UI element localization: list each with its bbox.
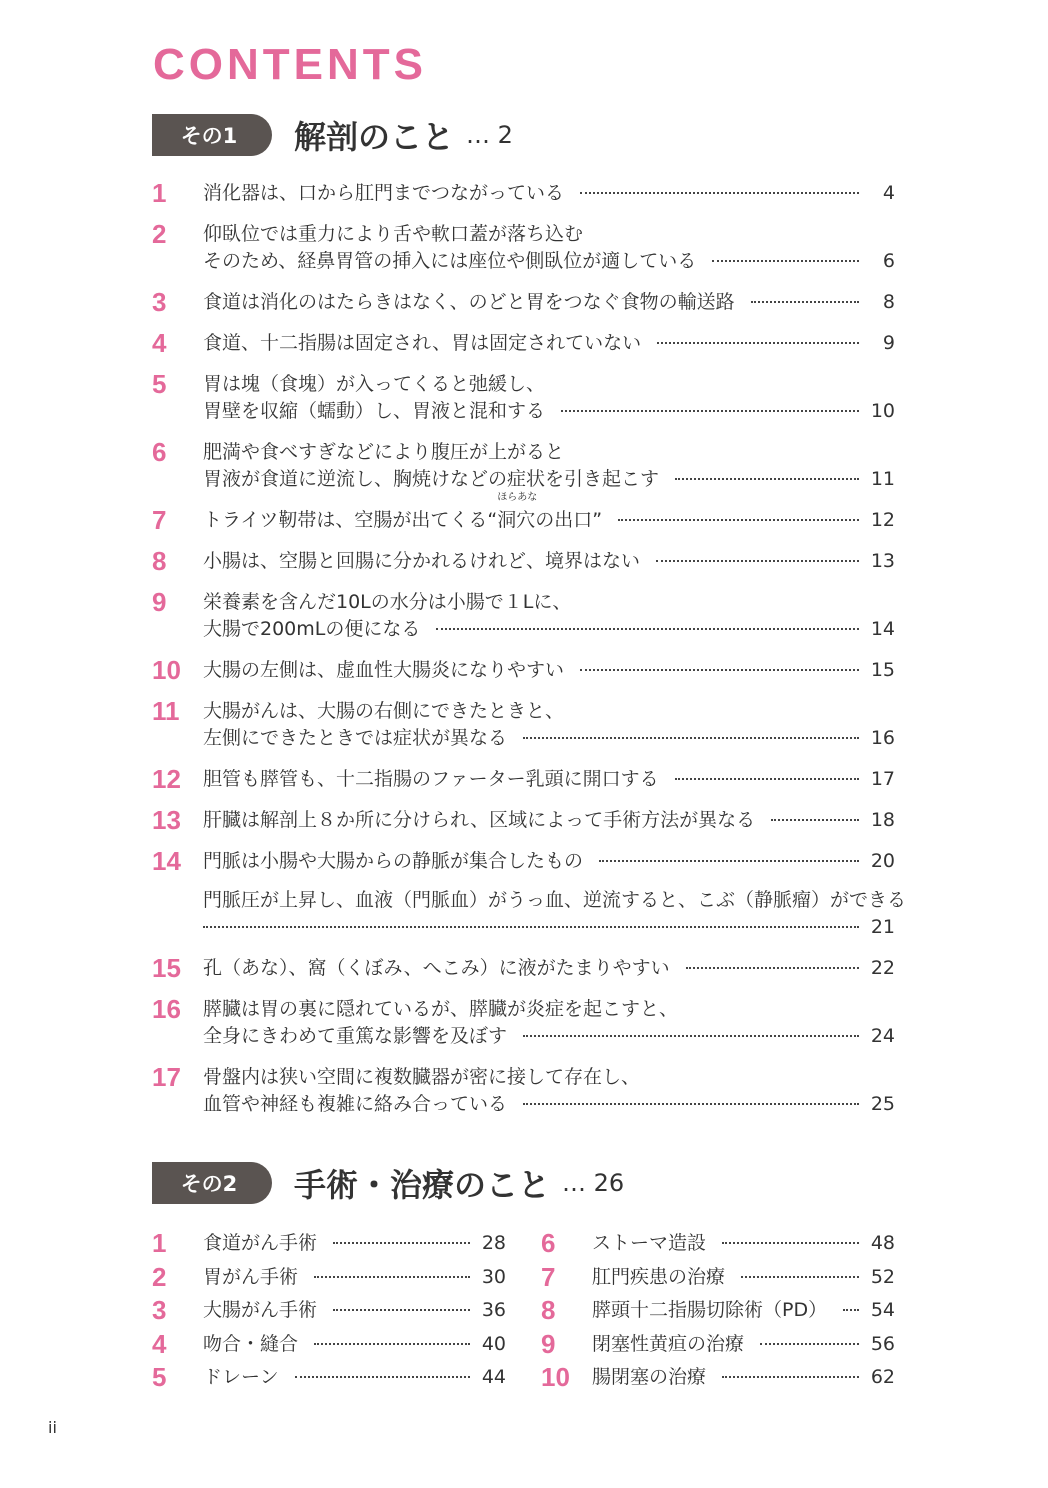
entry-text: ストーマ造設 (592, 1232, 707, 1254)
entry-text: 閉塞性黄疸の治療 (592, 1332, 745, 1355)
entry-line (203, 698, 895, 725)
entry-text: 食道、十二指腸は固定され、胃は固定されていない (203, 332, 642, 354)
entry-text: 大腸がんは、大腸の右側にできたときと、 (203, 700, 565, 722)
leader-dots (675, 478, 859, 480)
entry-body (203, 657, 895, 684)
entry-text: 栄養素を含んだ10Lの水分は小腸で１Lに、 (203, 591, 572, 613)
ruby-reading: ほらあな (497, 492, 538, 503)
entry-number: 3 (152, 287, 167, 317)
entry-last-line (592, 1264, 895, 1291)
entry-text: そのため、経鼻胃管の挿入には座位や側臥位が適している (203, 250, 697, 272)
entry-text: 仰臥位では重力により舌や軟口蓋が落ち込む (203, 223, 584, 245)
entry-text: 骨盤内は狭い空間に複数臓器が密に接して存在し、 (203, 1066, 641, 1088)
entry-last-line (203, 330, 895, 357)
entry-body (203, 1064, 895, 1118)
section-page: … 26 (562, 1169, 625, 1197)
leader-dots (561, 410, 859, 412)
entry-page: 9 (882, 332, 895, 354)
entry-text: 胆管も膵管も、十二指腸のファーター乳頭に開口する (203, 768, 659, 790)
ruby-word: 洞穴 ほらあな (497, 492, 538, 531)
entry-number: 11 (152, 696, 180, 726)
entry-page: 20 (870, 850, 895, 872)
entry-line (203, 1064, 895, 1091)
toc-entry[interactable] (152, 548, 895, 575)
toc-entry[interactable] (541, 1328, 895, 1359)
section-page: … 2 (466, 121, 513, 149)
entry-number: 4 (152, 1328, 167, 1359)
entry-text: 肝臓は解剖上８か所に分けられ、区域によって手術方法が異なる (203, 809, 756, 831)
entry-page: 18 (870, 809, 895, 831)
entry-page: 24 (870, 1025, 895, 1047)
toc-section-2-right (541, 1230, 895, 1398)
leader-dots (771, 819, 859, 821)
entry-body (203, 221, 895, 275)
section-title: 解剖のこと (294, 118, 455, 156)
entry-last-line (203, 492, 895, 534)
entry-last-line (203, 548, 895, 575)
entry-last-line (203, 914, 895, 941)
entry-number: 14 (152, 846, 181, 876)
entry-text: ドレーン (203, 1366, 279, 1388)
entry-last-line (203, 657, 895, 684)
toc-entry[interactable] (541, 1261, 895, 1292)
entry-last-line (203, 1364, 506, 1391)
leader-dots (580, 192, 859, 194)
entry-body (203, 548, 895, 575)
entry-body (203, 996, 895, 1050)
entry-body (203, 807, 895, 834)
entry-text: 吻合・縫合 (203, 1332, 299, 1355)
toc-entry[interactable] (152, 766, 895, 793)
entry-page: 12 (870, 509, 895, 531)
leader-dots (686, 967, 859, 969)
leader-dots (722, 1376, 859, 1378)
entry-page: 15 (870, 659, 895, 681)
leader-dots (760, 1343, 859, 1345)
section-tab: その1 (152, 114, 272, 156)
entry-text: 左側にできたときでは症状が異なる (203, 727, 508, 749)
entry-number: 5 (152, 369, 167, 399)
section-title: 手術・治療のこと (294, 1166, 551, 1204)
entry-number: 9 (541, 1328, 556, 1359)
entry-text: 門脈は小腸や大腸からの静脈が集合したもの (203, 850, 584, 872)
entry-text: 孔（あな）、窩（くぼみ、へこみ）に液がたまりやすい (203, 957, 670, 979)
toc-entry[interactable] (541, 1230, 895, 1257)
entry-text: 腸閉塞の治療 (592, 1366, 707, 1388)
toc-entry[interactable] (541, 1297, 895, 1324)
entry-number: 16 (152, 994, 181, 1024)
entry-number: 1 (152, 178, 167, 208)
leader-dots (675, 778, 859, 780)
entry-page: 11 (870, 468, 895, 490)
entry-body (203, 1297, 506, 1324)
entry-body (203, 1364, 506, 1391)
toc-entry[interactable] (152, 371, 895, 425)
entry-text: 膵臓は胃の裏に隠れているが、膵臓が炎症を起こすと、 (203, 998, 679, 1020)
entry-page: 62 (870, 1366, 895, 1388)
entry-body (203, 492, 895, 534)
entry-page: 16 (870, 727, 895, 749)
section-tab: その2 (152, 1162, 272, 1204)
leader-dots (843, 1309, 859, 1311)
entry-page: 36 (481, 1299, 506, 1321)
entry-page: 44 (481, 1366, 506, 1388)
entry-page: 22 (870, 957, 895, 979)
toc-entry[interactable] (152, 698, 895, 752)
entry-body (203, 1230, 506, 1257)
entry-number: 5 (152, 1362, 167, 1392)
toc-entry[interactable] (152, 289, 895, 316)
entry-last-line (592, 1230, 895, 1257)
leader-dots (314, 1343, 470, 1345)
entry-page: 6 (882, 250, 895, 272)
leader-dots (657, 342, 859, 344)
entry-body (203, 766, 895, 793)
entry-last-line (203, 807, 895, 834)
entry-page: 8 (882, 291, 895, 313)
toc-entry[interactable] (152, 955, 895, 982)
entry-last-line (203, 466, 895, 493)
entry-number: 8 (152, 546, 167, 576)
entry-line (203, 996, 895, 1023)
entry-text: 全身にきわめて重篤な影響を及ぼす (203, 1025, 508, 1047)
page-title: CONTENTS (153, 40, 427, 89)
toc-entry[interactable] (152, 887, 907, 941)
leader-dots (314, 1276, 470, 1278)
entry-last-line (203, 848, 895, 875)
toc-section-1 (152, 178, 907, 1118)
leader-dots (333, 1309, 470, 1311)
entry-body (592, 1264, 895, 1291)
entry-number: 2 (152, 1261, 167, 1292)
toc-entry[interactable] (152, 221, 895, 275)
toc-entry[interactable] (152, 996, 895, 1050)
toc-entry[interactable] (152, 848, 895, 875)
entry-last-line (203, 1297, 506, 1324)
toc-entry[interactable] (541, 1364, 895, 1391)
entry-text: 膵頭十二指腸切除術（PD） (592, 1299, 828, 1321)
entry-number: 3 (152, 1295, 167, 1325)
entry-last-line (203, 1264, 506, 1291)
entry-text: 血管や神経も複雑に絡み合っている (203, 1093, 508, 1115)
entry-page: 52 (870, 1265, 895, 1288)
entry-body (203, 698, 895, 752)
entry-body (203, 371, 895, 425)
entry-last-line (592, 1331, 895, 1358)
entry-number: 15 (152, 953, 181, 983)
section-header-2 (152, 1161, 624, 1205)
entry-last-line (203, 248, 895, 275)
entry-number: 7 (152, 505, 167, 535)
entry-body (592, 1364, 895, 1391)
entry-page: 14 (870, 618, 895, 640)
entry-text: 胃壁を収縮（蠕動）し、胃液と混和する (203, 400, 546, 422)
entry-number: 9 (152, 587, 167, 617)
entry-page: 56 (870, 1332, 895, 1355)
leader-dots (523, 1035, 859, 1037)
toc-entry[interactable] (152, 589, 895, 643)
entry-body (203, 330, 895, 357)
entry-body (592, 1331, 895, 1358)
entry-text: 大腸がん手術 (203, 1299, 318, 1321)
entry-number: 1 (152, 1228, 167, 1258)
leader-dots (203, 926, 859, 928)
entry-page: 48 (870, 1232, 895, 1254)
entry-text: 胃液が食道に逆流し、胸焼けなどの症状を引き起こす (203, 468, 660, 490)
entry-number: 4 (152, 328, 167, 358)
entry-page: 21 (870, 916, 895, 938)
leader-dots (523, 737, 859, 739)
toc-entry[interactable] (152, 439, 895, 493)
leader-dots (523, 1103, 859, 1105)
entry-last-line (592, 1297, 895, 1324)
section-header-1 (152, 113, 513, 157)
entry-text: トライツ靭帯は、空腸が出てくる“洞穴 ほらあな の出口” (203, 507, 602, 534)
entry-text: 胃は塊（食塊）が入ってくると弛緩し、 (203, 373, 546, 395)
leader-dots (741, 1276, 859, 1278)
entry-last-line (203, 1230, 506, 1257)
toc-entry[interactable] (152, 1064, 895, 1118)
entry-number: 7 (541, 1261, 556, 1292)
entry-body (592, 1230, 895, 1257)
entry-page: 10 (870, 400, 895, 422)
leader-dots (712, 260, 859, 262)
leader-dots (618, 519, 859, 521)
toc-entry[interactable] (152, 1297, 506, 1324)
entry-last-line (203, 398, 895, 425)
entry-body (203, 955, 895, 982)
entry-line (203, 439, 895, 466)
entry-last-line (203, 766, 895, 793)
toc-entry[interactable] (152, 1328, 506, 1359)
entry-page: 4 (882, 182, 895, 204)
entry-page: 17 (870, 768, 895, 790)
entry-body (203, 1331, 506, 1358)
leader-dots (580, 669, 859, 671)
entry-text: 肥満や食べすぎなどにより腹圧が上がると (203, 441, 565, 463)
entry-page: 40 (481, 1332, 506, 1355)
leader-dots (722, 1242, 859, 1244)
entry-text: 消化器は、口から肛門までつながっている (203, 182, 565, 204)
entry-number: 17 (152, 1062, 181, 1092)
entry-body (203, 439, 895, 493)
entry-text: 食道がん手術 (203, 1232, 318, 1254)
entry-number: 13 (152, 805, 181, 835)
entry-text: 食道は消化のはたらきはなく、のどと胃をつなぐ食物の輸送路 (203, 291, 735, 313)
entry-last-line (203, 1023, 895, 1050)
entry-last-line (592, 1364, 895, 1391)
leader-dots (436, 628, 859, 630)
entry-last-line (203, 289, 895, 316)
entry-body (203, 887, 907, 941)
entry-page: 30 (481, 1265, 506, 1288)
entry-last-line (203, 616, 895, 643)
toc-entry[interactable] (152, 1364, 506, 1391)
entry-last-line (203, 955, 895, 982)
entry-text: 小腸は、空腸と回腸に分かれるけれど、境界はない (203, 550, 641, 572)
entry-body (203, 848, 895, 875)
toc-entry[interactable] (152, 330, 895, 357)
toc-section-2-left (152, 1230, 506, 1398)
entry-body (203, 289, 895, 316)
toc-entry[interactable] (152, 492, 895, 535)
entry-line (203, 589, 895, 616)
entry-text: 肛門疾患の治療 (592, 1265, 726, 1288)
toc-entry[interactable] (152, 1261, 506, 1292)
leader-dots (751, 301, 859, 303)
leader-dots (599, 860, 859, 862)
entry-number: 10 (152, 655, 181, 685)
entry-number: 10 (541, 1362, 570, 1392)
entry-number: 2 (152, 219, 167, 249)
entry-last-line (203, 1331, 506, 1358)
entry-line (203, 221, 895, 248)
entry-last-line (203, 1091, 895, 1118)
toc-entry[interactable] (152, 180, 895, 207)
leader-dots (295, 1376, 470, 1378)
page-number: ii (48, 1418, 57, 1437)
entry-number: 6 (541, 1228, 556, 1258)
entry-line (203, 887, 907, 914)
entry-body (203, 589, 895, 643)
entry-last-line (203, 180, 895, 207)
toc-entry[interactable] (152, 807, 895, 834)
leader-dots (333, 1242, 470, 1244)
leader-dots (656, 560, 859, 562)
entry-body (203, 180, 895, 207)
entry-page: 13 (870, 550, 895, 572)
entry-page: 54 (870, 1299, 895, 1321)
entry-number: 12 (152, 764, 181, 794)
entry-text: 大腸で200mLの便になる (203, 618, 421, 640)
entry-body (592, 1297, 895, 1324)
entry-text: 門脈圧が上昇し、血液（門脈血）がうっ血、逆流すると、こぶ（静脈瘤）ができる (203, 889, 907, 911)
entry-text: 胃がん手術 (203, 1265, 299, 1288)
entry-page: 28 (481, 1232, 506, 1254)
toc-entry[interactable] (152, 657, 895, 684)
entry-number: 6 (152, 437, 167, 467)
entry-number: 8 (541, 1295, 556, 1325)
entry-page: 25 (870, 1093, 895, 1115)
entry-last-line (203, 725, 895, 752)
entry-line (203, 371, 895, 398)
entry-body (203, 1264, 506, 1291)
entry-text: 大腸の左側は、虚血性大腸炎になりやすい (203, 659, 565, 681)
toc-entry[interactable] (152, 1230, 506, 1257)
